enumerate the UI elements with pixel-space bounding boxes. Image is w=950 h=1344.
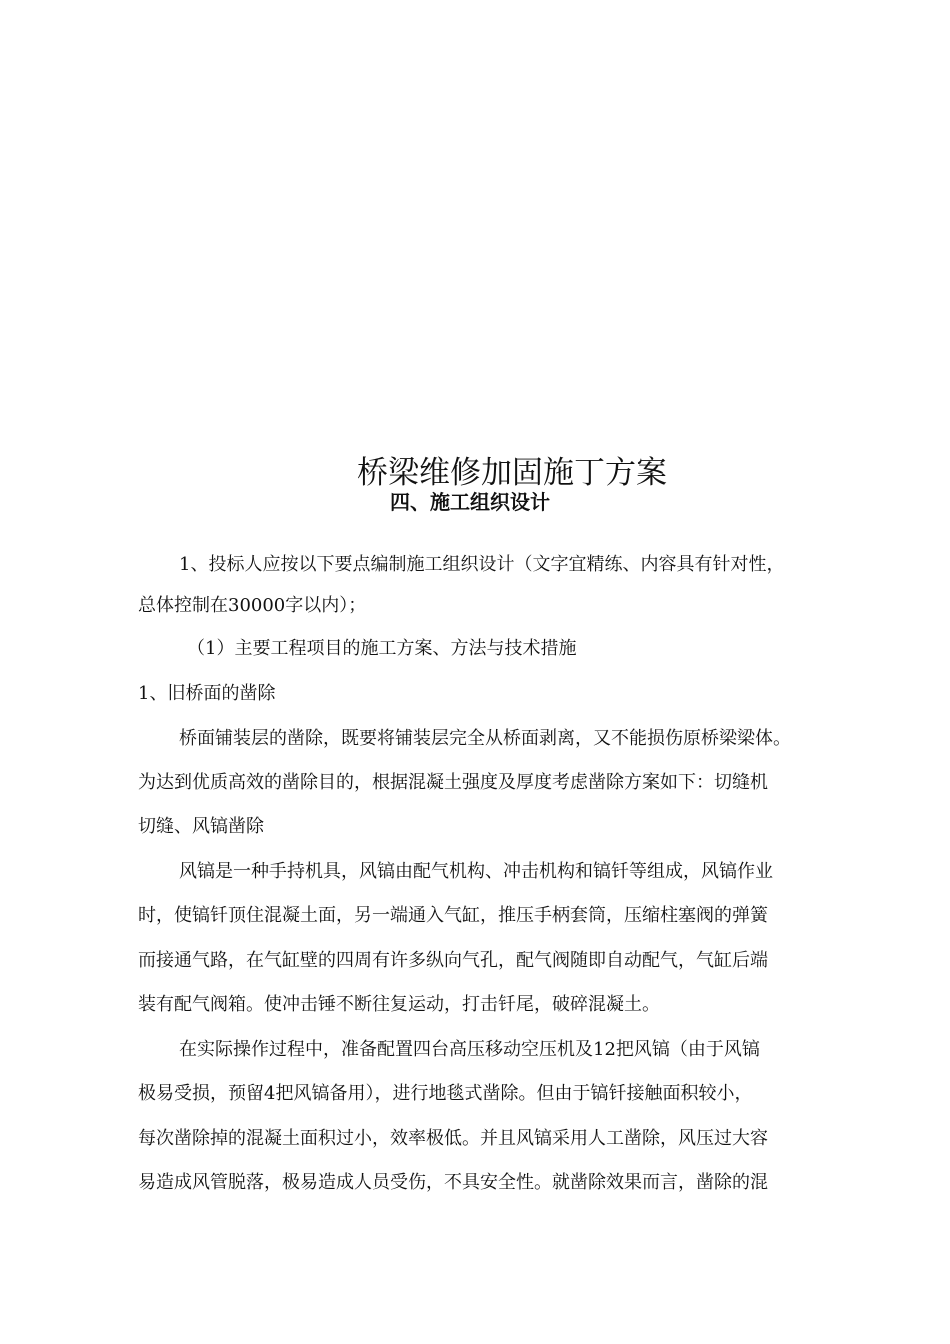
text-line: 风镐是一种手持机具，风镐由配气机构、冲击机构和镐钎等组成，风镐作业: [179, 861, 773, 882]
text-line: 总体控制在30000字以内）；: [138, 595, 367, 616]
text-line: 装有配气阀箱。使冲击锤不断往复运动，打击钎尾，破碎混凝土。: [138, 994, 660, 1015]
text-line: 在实际操作过程中，准备配置四台高压移动空压机及12把风镐（由于风镐: [179, 1039, 760, 1060]
text-line: 而接通气路，在气缸壁的四周有许多纵向气孔，配气阀随即自动配气，气缸后端: [138, 950, 768, 971]
text-line: 为达到优质高效的凿除目的，根据混凝土强度及厚度考虑凿除方案如下：切缝机: [138, 772, 768, 793]
document-title: 桥梁维修加固施丁方案: [357, 454, 667, 491]
text-line: 易造成风管脱落，极易造成人员受伤，不具安全性。就凿除效果而言，凿除的混: [138, 1172, 768, 1193]
text-line: 桥面铺装层的凿除，既要将铺装层完全从桥面剥离，又不能损伤原桥梁梁体。: [179, 728, 791, 749]
text-line: 切缝、风镐凿除: [138, 816, 264, 837]
section-heading: 四、施工组织设计: [390, 489, 550, 514]
text-line: 1、旧桥面的凿除: [138, 683, 276, 704]
text-line: （1）主要工程项目的施工方案、方法与技术措施: [187, 638, 577, 659]
text-line: 每次凿除掉的混凝土面积过小，效率极低。并且风镐采用人工凿除，风压过大容: [138, 1128, 768, 1149]
text-line: 1、投标人应按以下要点编制施工组织设计（文字宜精练、内容具有针对性，: [179, 554, 785, 575]
text-line: 极易受损，预留4把风镐备用），进行地毯式凿除。但由于镐钎接触面积较小，: [138, 1083, 753, 1104]
text-line: 时，使镐钎顶住混凝土面，另一端通入气缸，推压手柄套筒，压缩柱塞阀的弹簧: [138, 905, 768, 926]
